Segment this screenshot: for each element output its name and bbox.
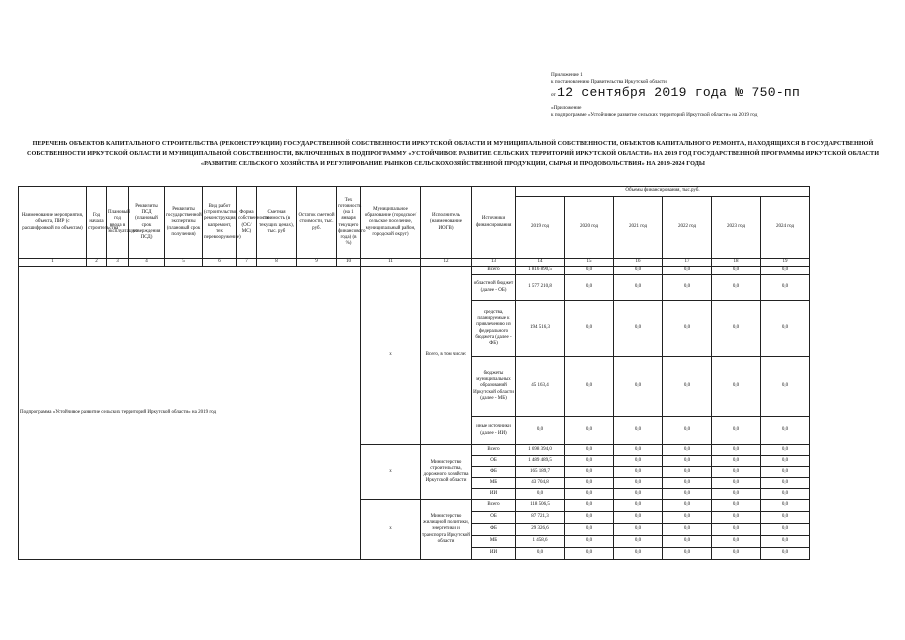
value-cell: 0,0 [614, 445, 663, 456]
value-2019: 29 326,6 [516, 524, 565, 536]
source-cell: средства, планируемые к привлечению из федерального бюджета (далее - ФБ) [472, 301, 516, 357]
value-cell: 0,0 [663, 301, 712, 357]
value-cell: 0,0 [565, 524, 614, 536]
value-cell: 0,0 [614, 357, 663, 417]
value-cell: 0,0 [565, 301, 614, 357]
value-cell: 0,0 [761, 478, 810, 489]
value-cell: 0,0 [565, 500, 614, 512]
annex-date-prefix: от [551, 92, 556, 98]
value-cell: 0,0 [712, 357, 761, 417]
source-cell: ОБ [472, 512, 516, 524]
header-funding: Объемы финансирования, тыс.руб. [516, 187, 810, 197]
value-cell: 0,0 [761, 417, 810, 445]
header-readiness: Тех готовность (на 1 января текущего финансового года) (в %) [337, 187, 361, 259]
value-cell: 0,0 [614, 524, 663, 536]
annex-line-3 [551, 86, 881, 99]
col-num: 10 [337, 259, 361, 267]
col-num: 1 [19, 259, 87, 267]
header-work-type: Вид работ (строительство, реконструкция, капремонт, тех перевооружение) [203, 187, 237, 259]
col-num: 18 [712, 259, 761, 267]
header-commission-year: Плановый год ввода в эксплуатацию [107, 187, 129, 259]
value-cell: 0,0 [614, 267, 663, 275]
value-cell: 0,0 [565, 456, 614, 467]
value-2019: 1 816 890,5 [516, 267, 565, 275]
value-cell: 0,0 [614, 301, 663, 357]
source-cell: ИИ [472, 548, 516, 560]
value-cell: 0,0 [761, 357, 810, 417]
value-cell: 0,0 [565, 275, 614, 301]
col-num: 2 [87, 259, 107, 267]
value-cell: 0,0 [761, 301, 810, 357]
header-executor: Исполнитель (наименование ИОГВ) [421, 187, 472, 259]
value-cell: 0,0 [712, 417, 761, 445]
value-cell: 0,0 [565, 267, 614, 275]
x-mark: х [361, 500, 421, 560]
value-cell: 0,0 [712, 512, 761, 524]
value-cell: 0,0 [663, 500, 712, 512]
value-2019: 0,0 [516, 548, 565, 560]
header-year-2022: 2022 год [663, 197, 712, 259]
value-cell: 0,0 [712, 275, 761, 301]
value-cell: 0,0 [663, 445, 712, 456]
value-cell: 0,0 [761, 548, 810, 560]
header-year-2020: 2020 год [565, 197, 614, 259]
value-2019: 87 721,3 [516, 512, 565, 524]
value-cell: 0,0 [614, 417, 663, 445]
annex-line-2: к постановлению Правительства Иркутской области [551, 79, 667, 85]
handwritten-date-number: 12 сентября 2019 года № 750-пп [557, 85, 801, 100]
annex-line-5: к подпрограмме «Устойчивое развитие сельских территорий Иркутской области» на 2019 год [551, 112, 758, 118]
annex-block [551, 72, 881, 119]
total-label: Всего, в том числе: [421, 267, 472, 445]
executor-construction: Министерство строительства, дорожного хозяйства Иркутской области [421, 445, 472, 500]
col-num: 12 [421, 259, 472, 267]
header-municipality: Муниципальное образование (городское/сельское поселение, муниципальный район, городской округ) [361, 187, 421, 259]
header-year-2021: 2021 год [614, 197, 663, 259]
value-cell: 0,0 [614, 456, 663, 467]
value-cell: 0,0 [761, 524, 810, 536]
value-cell: 0,0 [663, 536, 712, 548]
source-cell: ФБ [472, 467, 516, 478]
col-num: 7 [237, 259, 257, 267]
col-num: 5 [165, 259, 203, 267]
value-cell: 0,0 [565, 445, 614, 456]
value-cell: 0,0 [565, 512, 614, 524]
value-cell: 0,0 [712, 456, 761, 467]
col-num: 13 [472, 259, 516, 267]
header-year-2024: 2024 год [761, 197, 810, 259]
value-2019: 0,0 [516, 489, 565, 500]
value-2019: 43 704,8 [516, 478, 565, 489]
value-cell: 0,0 [663, 417, 712, 445]
value-cell: 0,0 [614, 512, 663, 524]
value-cell: 0,0 [761, 267, 810, 275]
value-cell: 0,0 [712, 500, 761, 512]
source-cell: ОБ [472, 456, 516, 467]
col-num: 9 [297, 259, 337, 267]
value-cell: 0,0 [565, 417, 614, 445]
value-cell: 0,0 [663, 467, 712, 478]
value-cell: 0,0 [761, 445, 810, 456]
value-cell: 0,0 [712, 524, 761, 536]
col-num: 6 [203, 259, 237, 267]
source-cell: Всего [472, 500, 516, 512]
header-year-2019: 2019 год [516, 197, 565, 259]
header-ownership: Форма собственности (ОС/МС) [237, 187, 257, 259]
value-cell: 0,0 [712, 478, 761, 489]
source-cell: иные источники (далее - ИИ) [472, 417, 516, 445]
table-row [19, 267, 810, 275]
value-cell: 0,0 [761, 456, 810, 467]
col-num: 4 [129, 259, 165, 267]
executor-housing: Министерство жилищной политики, энергетики и транспорта Иркутской области [421, 500, 472, 560]
value-2019: 1 489 489,5 [516, 456, 565, 467]
value-cell: 0,0 [565, 467, 614, 478]
value-2019: 1 458,6 [516, 536, 565, 548]
value-cell: 0,0 [663, 512, 712, 524]
source-cell: областной бюджет (далее - ОБ) [472, 275, 516, 301]
value-cell: 0,0 [614, 489, 663, 500]
value-cell: 0,0 [712, 548, 761, 560]
x-mark: х [361, 445, 421, 500]
col-num: 14 [516, 259, 565, 267]
value-cell: 0,0 [565, 357, 614, 417]
value-cell: 0,0 [663, 548, 712, 560]
col-num: 16 [614, 259, 663, 267]
value-cell: 0,0 [712, 267, 761, 275]
header-name: Наименование мероприятия, объекта, ПИР (с расшифровкой по объектам) [19, 187, 87, 259]
header-sources: Источники финансирования [472, 187, 516, 259]
value-cell: 0,0 [614, 548, 663, 560]
annex-line-4: «Приложение [551, 105, 582, 111]
value-cell: 0,0 [761, 500, 810, 512]
value-cell: 0,0 [761, 275, 810, 301]
col-num: 19 [761, 259, 810, 267]
source-cell: бюджеты муниципальных образований Иркутской области (далее - МБ) [472, 357, 516, 417]
col-num: 8 [257, 259, 297, 267]
value-2019: 45 163,4 [516, 357, 565, 417]
source-cell: ФБ [472, 524, 516, 536]
value-cell: 0,0 [761, 467, 810, 478]
value-cell: 0,0 [712, 467, 761, 478]
x-mark: х [361, 267, 421, 445]
value-cell: 0,0 [663, 456, 712, 467]
value-cell: 0,0 [565, 489, 614, 500]
col-num: 15 [565, 259, 614, 267]
document-title: ПЕРЕЧЕНЬ ОБЪЕКТОВ КАПИТАЛЬНОГО СТРОИТЕЛЬСТВА (РЕКОНСТРУКЦИИ) ГОСУДАРСТВЕННОЙ СОБСТВЕННОСТИ ИРКУТСКОЙ ОБЛАСТИ И МУНИЦИПАЛЬНОЙ СОБСТВЕННОСТИ, ОБЪЕКТОВ КАПИТАЛЬНОГО РЕМОНТА, НАХОДЯЩИХСЯ В ГОСУДАРСТВЕННОЙ СОБСТВЕННОСТИ ИРКУТСКОЙ ОБЛАСТИ И МУНИЦИПАЛЬНОЙ СОБСТВЕННОСТИ, ВКЛЮЧЕННЫХ В ПОДПРОГРАММУ «УСТОЙЧИВОЕ РАЗВИТИЕ СЕЛЬСКИХ ТЕРРИТОРИЙ ИРКУТСКОЙ ОБЛАСТИ» НА 2019 ГОД ГОСУДАРСТВЕННОЙ ПРОГРАММЫ ИРКУТСКОЙ ОБЛАСТИ «РАЗВИТИЕ СЕЛЬСКОГО ХОЗЯЙСТВА И РЕГУЛИРОВАНИЕ РЫНКОВ СЕЛЬСКОХОЗЯЙСТВЕННОЙ ПРОДУКЦИИ, СЫРЬЯ И ПРОДОВОЛЬСТВИЯ» НА 2019-2024 ГОДЫ [26, 140, 880, 167]
value-2019: 1 698 394,0 [516, 445, 565, 456]
value-cell: 0,0 [761, 489, 810, 500]
source-cell: Всего [472, 445, 516, 456]
value-cell: 0,0 [565, 548, 614, 560]
header-estimate: Сметная стоимость (в текущих ценах), тыс. руб [257, 187, 297, 259]
value-cell: 0,0 [614, 536, 663, 548]
value-cell: 0,0 [614, 275, 663, 301]
value-cell: 0,0 [663, 489, 712, 500]
source-cell: МБ [472, 536, 516, 548]
value-cell: 0,0 [712, 489, 761, 500]
header-remaining: Остаток сметной стоимости, тыс. руб. [297, 187, 337, 259]
col-num: 3 [107, 259, 129, 267]
value-2019: 0,0 [516, 417, 565, 445]
value-cell: 0,0 [663, 357, 712, 417]
value-cell: 0,0 [712, 301, 761, 357]
subprogram-name: Подпрограмма «Устойчивое развитие сельских территорий Иркутской области» на 2019 год [19, 267, 361, 560]
header-psd: Реквизиты ПСД (плановый срок утверждения ПСД) [129, 187, 165, 259]
source-cell: МБ [472, 478, 516, 489]
source-cell: Всего [472, 267, 516, 275]
column-numbers-row [19, 259, 810, 267]
value-cell: 0,0 [761, 512, 810, 524]
value-cell: 0,0 [663, 267, 712, 275]
value-2019: 194 516,3 [516, 301, 565, 357]
header-expertise: Реквизиты государственной экспертизы (плановый срок получения) [165, 187, 203, 259]
value-2019: 1 577 210,8 [516, 275, 565, 301]
value-cell: 0,0 [712, 536, 761, 548]
col-num: 17 [663, 259, 712, 267]
value-cell: 0,0 [663, 524, 712, 536]
col-num: 11 [361, 259, 421, 267]
source-cell: ИИ [472, 489, 516, 500]
value-cell: 0,0 [663, 478, 712, 489]
value-2019: 118 506,5 [516, 500, 565, 512]
value-cell: 0,0 [663, 275, 712, 301]
header-start-year: Год начала строительства [87, 187, 107, 259]
value-cell: 0,0 [614, 478, 663, 489]
value-cell: 0,0 [712, 445, 761, 456]
value-2019: 165 189,7 [516, 467, 565, 478]
value-cell: 0,0 [614, 500, 663, 512]
value-cell: 0,0 [565, 536, 614, 548]
value-cell: 0,0 [614, 467, 663, 478]
value-cell: 0,0 [565, 478, 614, 489]
header-year-2023: 2023 год [712, 197, 761, 259]
annex-line-1: Приложение 1 [551, 72, 583, 78]
objects-table [18, 186, 810, 560]
value-cell: 0,0 [761, 536, 810, 548]
